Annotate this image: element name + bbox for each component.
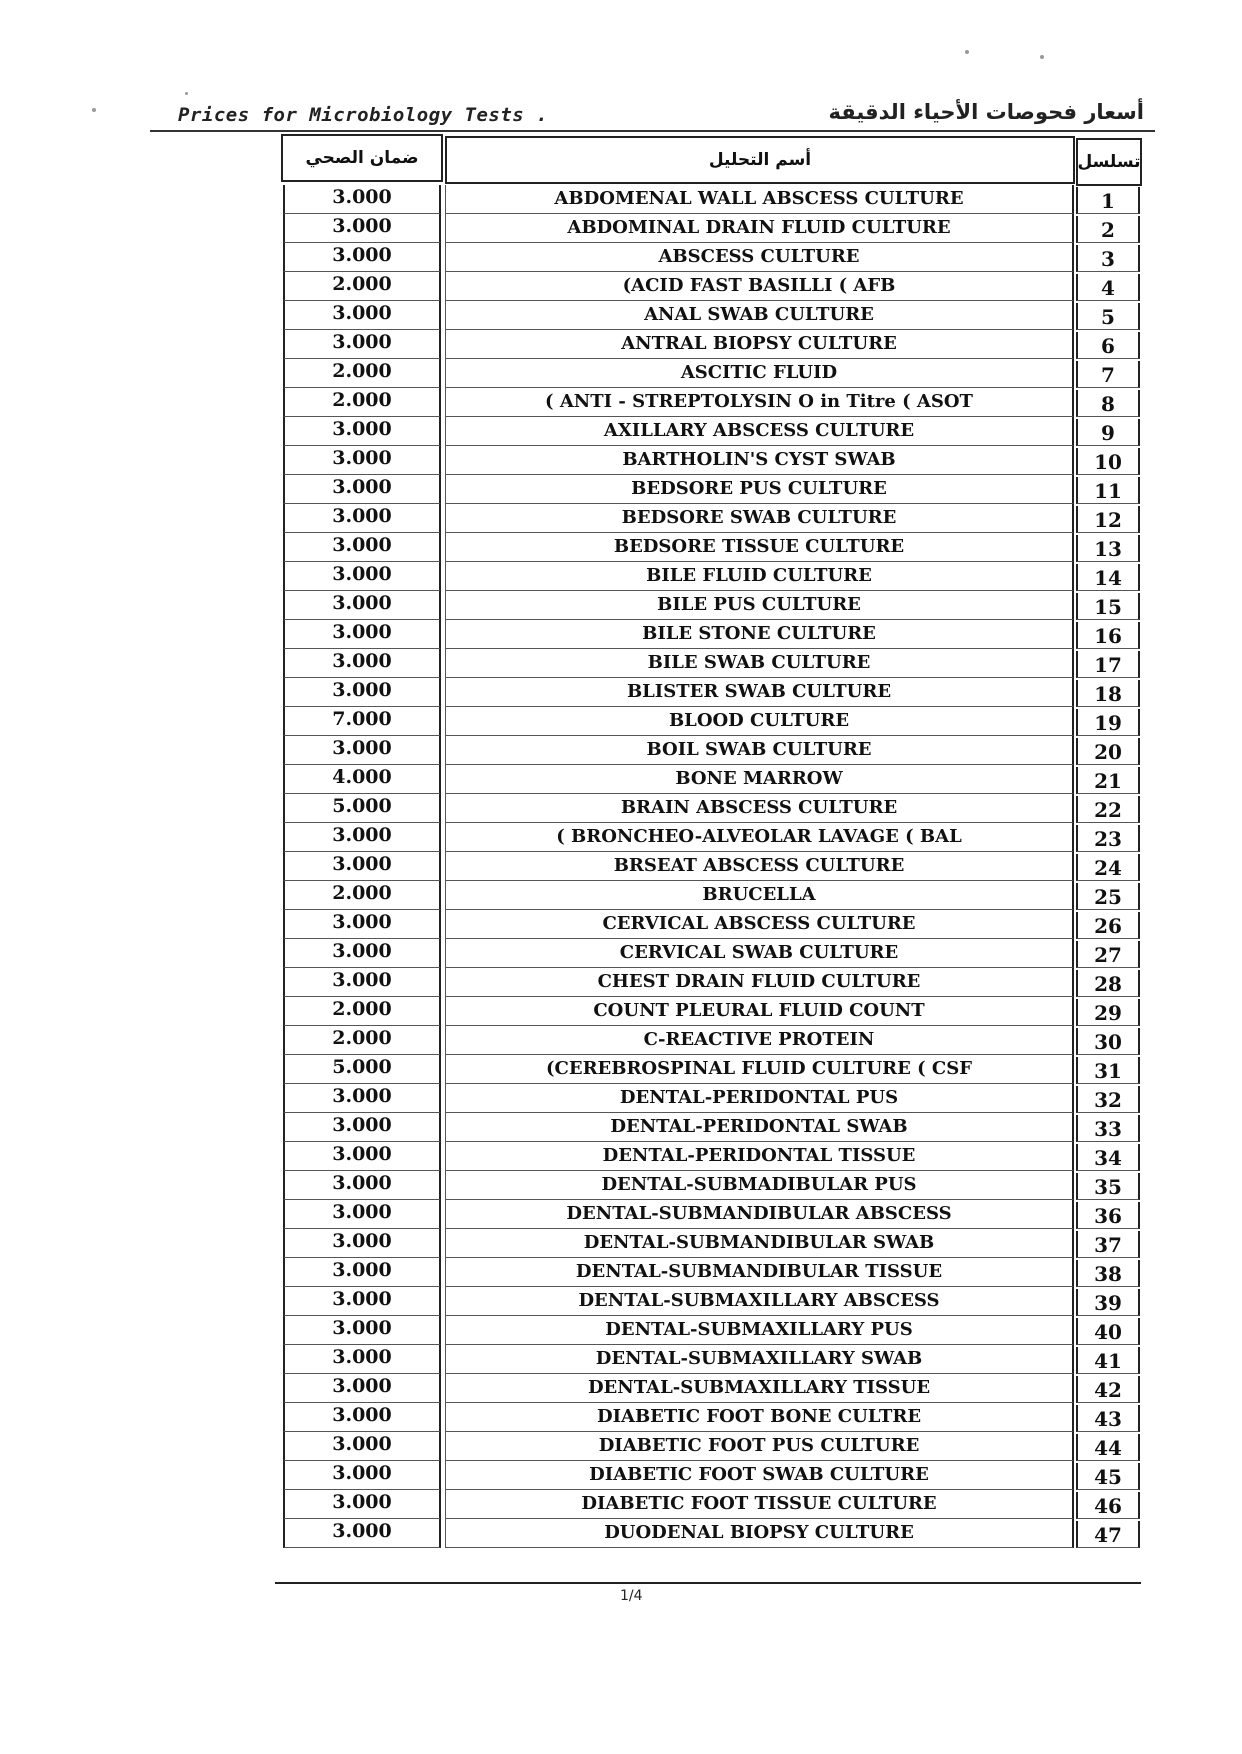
row-price: 3.000 bbox=[283, 185, 441, 214]
row-serial: 40 bbox=[1076, 1318, 1140, 1345]
column-header-price bbox=[281, 134, 443, 182]
row-serial: 25 bbox=[1076, 883, 1140, 910]
row-price: 2.000 bbox=[283, 272, 441, 301]
table-row bbox=[0, 968, 1242, 997]
row-test-name: BLISTER SWAB CULTURE bbox=[445, 678, 1074, 707]
table-row bbox=[0, 1084, 1242, 1113]
row-serial: 14 bbox=[1076, 564, 1140, 591]
table-row bbox=[0, 852, 1242, 881]
row-price: 2.000 bbox=[283, 359, 441, 388]
table-row bbox=[0, 794, 1242, 823]
row-serial: 44 bbox=[1076, 1434, 1140, 1461]
row-test-name: BONE MARROW bbox=[445, 765, 1074, 794]
table-row bbox=[0, 1490, 1242, 1519]
row-test-name: COUNT PLEURAL FLUID COUNT bbox=[445, 997, 1074, 1026]
row-price: 3.000 bbox=[283, 330, 441, 359]
row-test-name: (ACID FAST BASILLI ( AFB bbox=[445, 272, 1074, 301]
table-row bbox=[0, 504, 1242, 533]
row-test-name: BLOOD CULTURE bbox=[445, 707, 1074, 736]
row-test-name: BILE FLUID CULTURE bbox=[445, 562, 1074, 591]
price-table bbox=[0, 185, 1242, 1548]
row-test-name: DENTAL-PERIDONTAL TISSUE bbox=[445, 1142, 1074, 1171]
table-row bbox=[0, 1461, 1242, 1490]
row-price: 3.000 bbox=[283, 1461, 441, 1490]
row-serial: 24 bbox=[1076, 854, 1140, 881]
row-test-name: BEDSORE TISSUE CULTURE bbox=[445, 533, 1074, 562]
row-serial: 42 bbox=[1076, 1376, 1140, 1403]
row-serial: 13 bbox=[1076, 535, 1140, 562]
row-test-name: DENTAL-PERIDONTAL PUS bbox=[445, 1084, 1074, 1113]
row-test-name: ( BRONCHEO-ALVEOLAR LAVAGE ( BAL bbox=[445, 823, 1074, 852]
table-row bbox=[0, 765, 1242, 794]
column-header-name-label: أسم التحليل bbox=[708, 150, 812, 170]
row-price: 3.000 bbox=[283, 562, 441, 591]
row-serial: 35 bbox=[1076, 1173, 1140, 1200]
row-serial: 21 bbox=[1076, 767, 1140, 794]
row-test-name: DENTAL-SUBMANDIBULAR ABSCESS bbox=[445, 1200, 1074, 1229]
row-test-name: ANAL SWAB CULTURE bbox=[445, 301, 1074, 330]
row-serial: 41 bbox=[1076, 1347, 1140, 1374]
row-price: 3.000 bbox=[283, 1200, 441, 1229]
row-price: 2.000 bbox=[283, 1026, 441, 1055]
row-test-name: BRAIN ABSCESS CULTURE bbox=[445, 794, 1074, 823]
row-test-name: DENTAL-SUBMAXILLARY TISSUE bbox=[445, 1374, 1074, 1403]
row-price: 3.000 bbox=[283, 939, 441, 968]
row-test-name: CERVICAL ABSCESS CULTURE bbox=[445, 910, 1074, 939]
row-serial: 12 bbox=[1076, 506, 1140, 533]
table-row bbox=[0, 620, 1242, 649]
row-price: 3.000 bbox=[283, 1229, 441, 1258]
table-row bbox=[0, 243, 1242, 272]
table-row bbox=[0, 1055, 1242, 1084]
table-row bbox=[0, 330, 1242, 359]
column-header-price-label: ضمان الصحي bbox=[305, 148, 419, 168]
row-test-name: ABDOMINAL DRAIN FLUID CULTURE bbox=[445, 214, 1074, 243]
table-row bbox=[0, 562, 1242, 591]
table-row bbox=[0, 707, 1242, 736]
table-row bbox=[0, 1200, 1242, 1229]
row-price: 3.000 bbox=[283, 1287, 441, 1316]
row-serial: 36 bbox=[1076, 1202, 1140, 1229]
row-price: 3.000 bbox=[283, 591, 441, 620]
row-serial: 2 bbox=[1076, 216, 1140, 243]
column-header-num bbox=[1076, 138, 1142, 186]
row-price: 3.000 bbox=[283, 910, 441, 939]
row-test-name: DENTAL-SUBMAXILLARY SWAB bbox=[445, 1345, 1074, 1374]
table-row bbox=[0, 1026, 1242, 1055]
row-test-name: BILE SWAB CULTURE bbox=[445, 649, 1074, 678]
table-row bbox=[0, 214, 1242, 243]
row-price: 5.000 bbox=[283, 794, 441, 823]
row-test-name: DIABETIC FOOT SWAB CULTURE bbox=[445, 1461, 1074, 1490]
row-serial: 38 bbox=[1076, 1260, 1140, 1287]
table-row bbox=[0, 736, 1242, 765]
table-row bbox=[0, 446, 1242, 475]
row-test-name: C-REACTIVE PROTEIN bbox=[445, 1026, 1074, 1055]
column-header-num-label: تسلسل bbox=[1077, 152, 1141, 172]
row-test-name: BEDSORE PUS CULTURE bbox=[445, 475, 1074, 504]
table-row bbox=[0, 823, 1242, 852]
row-serial: 32 bbox=[1076, 1086, 1140, 1113]
row-test-name: DIABETIC FOOT TISSUE CULTURE bbox=[445, 1490, 1074, 1519]
table-row bbox=[0, 939, 1242, 968]
row-test-name: DIABETIC FOOT PUS CULTURE bbox=[445, 1432, 1074, 1461]
row-price: 3.000 bbox=[283, 649, 441, 678]
table-row bbox=[0, 997, 1242, 1026]
row-serial: 43 bbox=[1076, 1405, 1140, 1432]
header-divider bbox=[150, 130, 1155, 132]
row-price: 3.000 bbox=[283, 620, 441, 649]
row-price: 3.000 bbox=[283, 1171, 441, 1200]
table-row bbox=[0, 1113, 1242, 1142]
table-row bbox=[0, 1519, 1242, 1548]
row-test-name: BILE PUS CULTURE bbox=[445, 591, 1074, 620]
table-row bbox=[0, 649, 1242, 678]
table-row bbox=[0, 185, 1242, 214]
row-test-name: DENTAL-SUBMANDIBULAR SWAB bbox=[445, 1229, 1074, 1258]
row-test-name: ( ANTI - STREPTOLYSIN O in Titre ( ASOT bbox=[445, 388, 1074, 417]
table-row bbox=[0, 1374, 1242, 1403]
row-price: 3.000 bbox=[283, 243, 441, 272]
row-test-name: BRUCELLA bbox=[445, 881, 1074, 910]
row-serial: 31 bbox=[1076, 1057, 1140, 1084]
scan-speck bbox=[1040, 55, 1044, 59]
table-bottom-rule bbox=[275, 1582, 1141, 1584]
row-price: 3.000 bbox=[283, 1258, 441, 1287]
row-price: 2.000 bbox=[283, 881, 441, 910]
row-serial: 23 bbox=[1076, 825, 1140, 852]
row-test-name: DIABETIC FOOT BONE CULTRE bbox=[445, 1403, 1074, 1432]
row-test-name: CHEST DRAIN FLUID CULTURE bbox=[445, 968, 1074, 997]
column-header-name bbox=[445, 136, 1075, 184]
table-row bbox=[0, 533, 1242, 562]
table-row bbox=[0, 359, 1242, 388]
row-serial: 16 bbox=[1076, 622, 1140, 649]
scan-speck bbox=[965, 50, 969, 54]
row-price: 4.000 bbox=[283, 765, 441, 794]
table-row bbox=[0, 881, 1242, 910]
row-price: 2.000 bbox=[283, 997, 441, 1026]
row-serial: 4 bbox=[1076, 274, 1140, 301]
row-price: 3.000 bbox=[283, 1403, 441, 1432]
scan-speck bbox=[185, 92, 188, 95]
row-serial: 22 bbox=[1076, 796, 1140, 823]
row-serial: 27 bbox=[1076, 941, 1140, 968]
row-test-name: DENTAL-PERIDONTAL SWAB bbox=[445, 1113, 1074, 1142]
row-serial: 33 bbox=[1076, 1115, 1140, 1142]
table-row bbox=[0, 417, 1242, 446]
row-test-name: BRSEAT ABSCESS CULTURE bbox=[445, 852, 1074, 881]
row-serial: 29 bbox=[1076, 999, 1140, 1026]
row-test-name: CERVICAL SWAB CULTURE bbox=[445, 939, 1074, 968]
row-price: 3.000 bbox=[283, 1316, 441, 1345]
table-row bbox=[0, 475, 1242, 504]
row-serial: 26 bbox=[1076, 912, 1140, 939]
row-price: 3.000 bbox=[283, 736, 441, 765]
row-test-name: (CEREBROSPINAL FLUID CULTURE ( CSF bbox=[445, 1055, 1074, 1084]
table-row bbox=[0, 1171, 1242, 1200]
row-serial: 34 bbox=[1076, 1144, 1140, 1171]
row-price: 3.000 bbox=[283, 678, 441, 707]
row-price: 2.000 bbox=[283, 388, 441, 417]
row-serial: 15 bbox=[1076, 593, 1140, 620]
row-serial: 9 bbox=[1076, 419, 1140, 446]
row-price: 3.000 bbox=[283, 504, 441, 533]
row-test-name: DENTAL-SUBMAXILLARY PUS bbox=[445, 1316, 1074, 1345]
table-row bbox=[0, 1316, 1242, 1345]
row-serial: 39 bbox=[1076, 1289, 1140, 1316]
row-price: 3.000 bbox=[283, 214, 441, 243]
row-test-name: BEDSORE SWAB CULTURE bbox=[445, 504, 1074, 533]
row-serial: 5 bbox=[1076, 303, 1140, 330]
row-price: 3.000 bbox=[283, 1490, 441, 1519]
row-serial: 20 bbox=[1076, 738, 1140, 765]
row-serial: 3 bbox=[1076, 245, 1140, 272]
table-row bbox=[0, 678, 1242, 707]
row-price: 3.000 bbox=[283, 446, 441, 475]
table-row bbox=[0, 1287, 1242, 1316]
table-row bbox=[0, 1345, 1242, 1374]
row-test-name: BILE STONE CULTURE bbox=[445, 620, 1074, 649]
row-serial: 18 bbox=[1076, 680, 1140, 707]
row-test-name: BARTHOLIN'S CYST SWAB bbox=[445, 446, 1074, 475]
row-serial: 17 bbox=[1076, 651, 1140, 678]
row-serial: 10 bbox=[1076, 448, 1140, 475]
table-row bbox=[0, 301, 1242, 330]
row-price: 3.000 bbox=[283, 968, 441, 997]
row-price: 3.000 bbox=[283, 475, 441, 504]
row-test-name: DUODENAL BIOPSY CULTURE bbox=[445, 1519, 1074, 1548]
row-test-name: BOIL SWAB CULTURE bbox=[445, 736, 1074, 765]
row-serial: 1 bbox=[1076, 187, 1140, 214]
scan-speck bbox=[92, 108, 96, 112]
table-row bbox=[0, 1229, 1242, 1258]
row-serial: 8 bbox=[1076, 390, 1140, 417]
row-test-name: DENTAL-SUBMAXILLARY ABSCESS bbox=[445, 1287, 1074, 1316]
row-test-name: DENTAL-SUBMANDIBULAR TISSUE bbox=[445, 1258, 1074, 1287]
row-serial: 7 bbox=[1076, 361, 1140, 388]
row-price: 3.000 bbox=[283, 301, 441, 330]
row-serial: 28 bbox=[1076, 970, 1140, 997]
row-price: 3.000 bbox=[283, 1345, 441, 1374]
row-serial: 37 bbox=[1076, 1231, 1140, 1258]
row-price: 3.000 bbox=[283, 1113, 441, 1142]
table-row bbox=[0, 272, 1242, 301]
row-test-name: DENTAL-SUBMADIBULAR PUS bbox=[445, 1171, 1074, 1200]
table-row bbox=[0, 591, 1242, 620]
row-price: 3.000 bbox=[283, 1519, 441, 1548]
row-serial: 46 bbox=[1076, 1492, 1140, 1519]
row-test-name: ANTRAL BIOPSY CULTURE bbox=[445, 330, 1074, 359]
page-number: 1/4 bbox=[620, 1588, 643, 1604]
row-serial: 6 bbox=[1076, 332, 1140, 359]
page-title-ar: أسعار فحوصات الأحياء الدقيقة bbox=[828, 100, 1144, 124]
row-price: 3.000 bbox=[283, 1374, 441, 1403]
row-price: 3.000 bbox=[283, 1142, 441, 1171]
row-price: 3.000 bbox=[283, 533, 441, 562]
table-row bbox=[0, 1258, 1242, 1287]
row-price: 3.000 bbox=[283, 823, 441, 852]
row-price: 3.000 bbox=[283, 852, 441, 881]
row-serial: 45 bbox=[1076, 1463, 1140, 1490]
row-serial: 47 bbox=[1076, 1521, 1140, 1548]
row-serial: 11 bbox=[1076, 477, 1140, 504]
row-price: 3.000 bbox=[283, 1432, 441, 1461]
table-row bbox=[0, 1432, 1242, 1461]
table-row bbox=[0, 1403, 1242, 1432]
row-price: 7.000 bbox=[283, 707, 441, 736]
page-title-en: Prices for Microbiology Tests . bbox=[178, 104, 549, 126]
row-price: 3.000 bbox=[283, 1084, 441, 1113]
row-price: 5.000 bbox=[283, 1055, 441, 1084]
row-test-name: ABSCESS CULTURE bbox=[445, 243, 1074, 272]
row-serial: 19 bbox=[1076, 709, 1140, 736]
table-row bbox=[0, 910, 1242, 939]
row-serial: 30 bbox=[1076, 1028, 1140, 1055]
row-test-name: AXILLARY ABSCESS CULTURE bbox=[445, 417, 1074, 446]
row-price: 3.000 bbox=[283, 417, 441, 446]
row-test-name: ABDOMENAL WALL ABSCESS CULTURE bbox=[445, 185, 1074, 214]
table-row bbox=[0, 388, 1242, 417]
table-row bbox=[0, 1142, 1242, 1171]
row-test-name: ASCITIC FLUID bbox=[445, 359, 1074, 388]
